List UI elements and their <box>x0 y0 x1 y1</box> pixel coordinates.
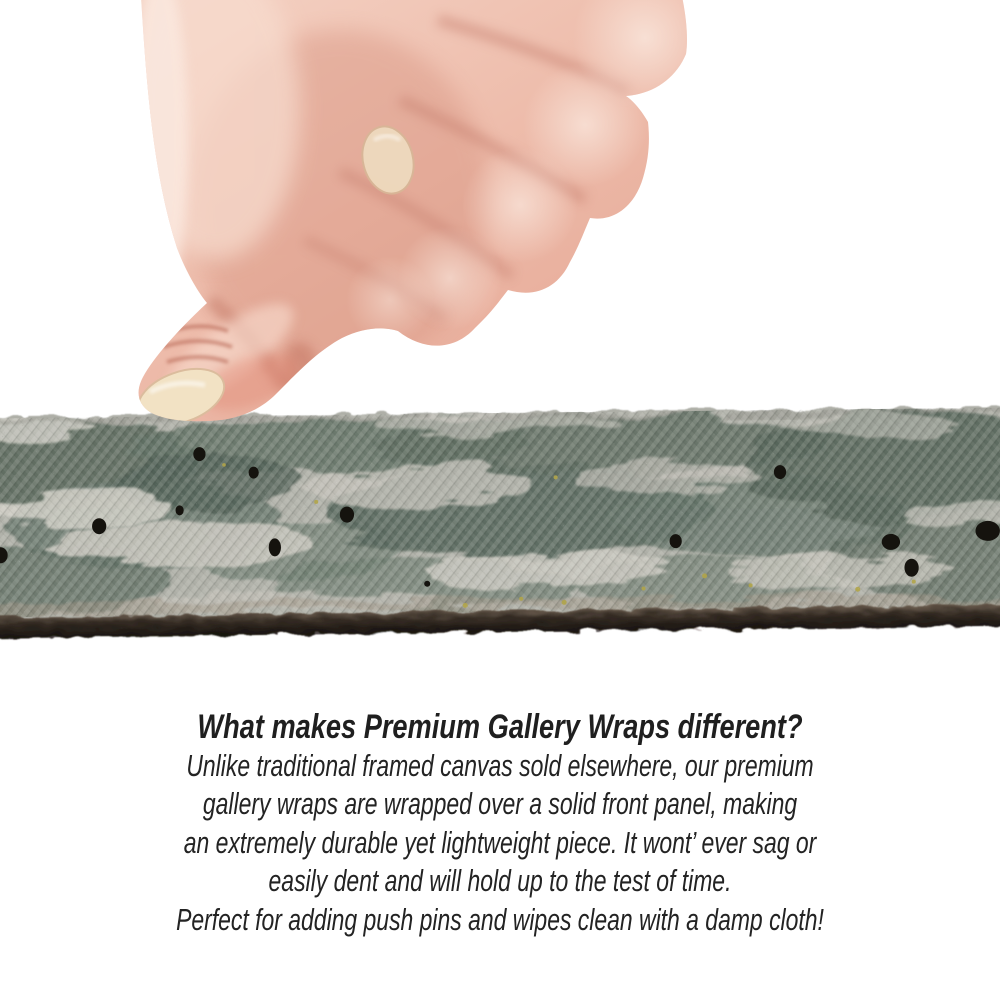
caption-heading: What makes Premium Gallery Wraps different? <box>197 708 803 746</box>
caption-line-1: Unlike traditional framed canvas sold elsewhere, our premium <box>186 747 814 783</box>
hand-graphic <box>0 0 1000 432</box>
hand-pressing-photo <box>0 0 1000 432</box>
canvas-grain <box>0 407 1000 620</box>
hand-silhouette <box>110 0 720 432</box>
caption-line-2: gallery wraps are wrapped over a solid front panel, making <box>202 786 798 822</box>
canvas-strip-photo <box>0 395 1000 646</box>
caption-line-5: Perfect for adding push pins and wipes clean with a damp cloth! <box>176 901 824 937</box>
caption-line-4: easily dent and will hold up to the test of time. <box>268 863 732 899</box>
caption <box>0 708 1000 940</box>
canvas-strip-graphic <box>0 395 1000 646</box>
caption-line-3: an extremely durable yet lightweight piece. It wont’ ever sag or <box>183 824 817 860</box>
